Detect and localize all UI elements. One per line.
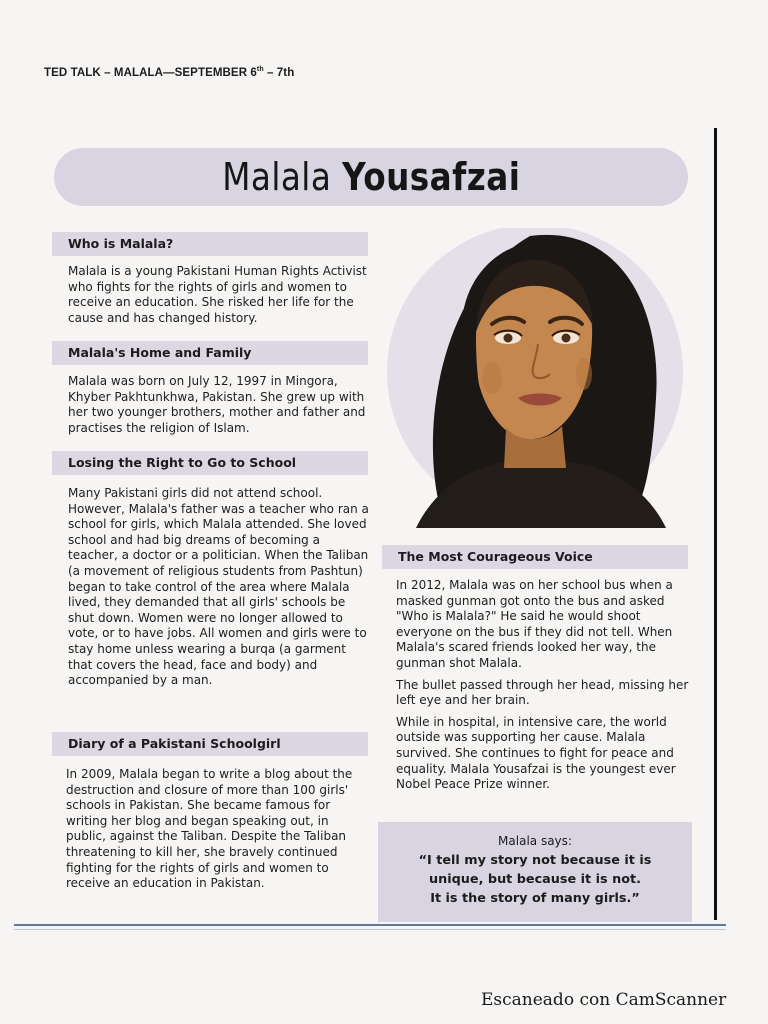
bottom-border-line-light [14,929,726,930]
section-text-voice-p2: The bullet passed through her head, missing her left eye and her brain. [396,677,689,708]
section-text-home: Malala was born on July 12, 1997 in Mingora, Khyber Pakhtunkhwa, Pakistan. She grew up with her two younger brothers, mother and father and practises the religion of Islam. [68,374,366,435]
section-text-who: Malala is a young Pakistani Human Rights Activist who fights for the rights of girls and women to receive an education. She risked her life for the cause and has changed history. [68,264,367,325]
section-heading-who: Who is Malala? [52,232,368,256]
bottom-border-line [14,924,726,926]
section-heading-diary: Diary of a Pakistani Schoolgirl [52,732,368,756]
page-title [222,155,520,199]
quote-attribution: Malala says: [498,834,572,848]
quote-box [378,822,692,922]
section-text-voice-p3: While in hospital, in intensive care, the world outside was supporting her cause. Malala survived. She continues to fight for peace and equality. Malala Yousafzai is the youngest ever Nobel Peace Prize winner. [396,714,676,792]
header-text-suffix: – 7th [263,66,295,79]
title-first-name: Malala [221,155,331,199]
scanner-watermark: Escaneado con CamScanner [481,990,727,1010]
header-superscript: th [256,66,264,73]
quote-line-2: unique, but because it is not. [429,872,641,887]
section-voice-body [396,578,694,799]
malala-portrait-illustration-icon [380,228,690,528]
section-text-losing: Many Pakistani girls did not attend school. However, Malala's father was a teacher who ran a school for girls, which Malala attended. She loved school and had big dreams of becoming a teacher, a doctor or a politician. When the Taliban (a movement of religious students from Pashtun) began to take control of the area where Malala lived, they demanded that all girls' schools be shut down. Women were no longer allowed to vote, or to have jobs. All women and girls were to stay home unless wearing a burqa (a garment that covers the head, face and body) and accompanied by a man. [68,486,369,688]
quote-line-1: “I tell my story not because it is [418,853,652,868]
document-header [44,66,294,79]
section-text-voice-p1: In 2012, Malala was on her school bus when a masked gunman got onto the bus and asked "Who is Malala?" He said he would shoot everyone on the bus if they did not tell. When Malala's scared friends looked her way, the gunman shot Malala. [396,578,673,670]
malala-portrait [380,228,690,528]
quote-line-3: It is the story of many girls.” [430,891,640,906]
section-heading-losing: Losing the Right to Go to School [52,451,368,475]
section-heading-voice: The Most Courageous Voice [382,545,688,569]
header-text: TED TALK – MALALA—SEPTEMBER 6 [44,66,257,79]
title-banner [54,148,688,206]
right-border-line [714,128,717,920]
section-text-diary: In 2009, Malala began to write a blog about the destruction and closure of more than 100 girls' schools in Pakistan. She became famous for writing her blog and began speaking out, in public, against the Taliban. Despite the Taliban threatening to kill her, she bravely continued fighting for the rights of girls and women to receive an education in Pakistan. [66,767,353,891]
title-last-name: Yousafzai [341,155,521,199]
section-heading-home: Malala's Home and Family [52,341,368,365]
